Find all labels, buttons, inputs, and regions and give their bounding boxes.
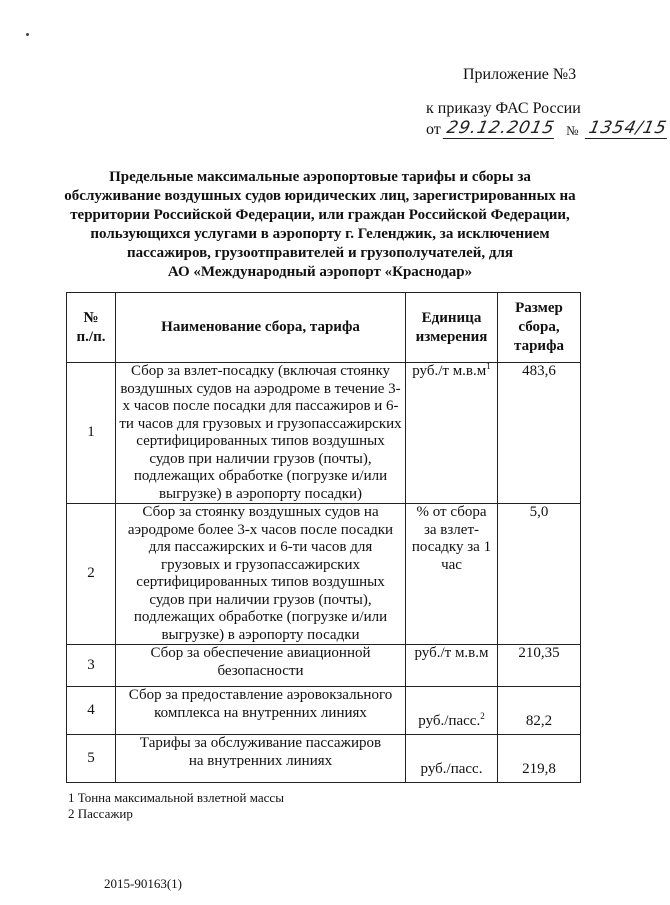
document-number: 2015-90163(1)	[104, 876, 182, 891]
row-unit: руб./пасс.	[406, 735, 498, 783]
row-number: 5	[67, 735, 116, 783]
order-prefix: от	[426, 121, 441, 138]
title-line: Предельные максимальные аэропортовые тарифы и сборы за	[109, 169, 531, 185]
row-value: 210,35	[498, 645, 581, 687]
row-unit: руб./пасс.$^2$	[406, 687, 498, 735]
title-line: АО «Международный аэропорт «Краснодар»	[167, 264, 473, 280]
appendix-label: Приложение №3	[463, 66, 577, 83]
title-line: обслуживание воздушных судов юридических лиц, зарегистрированных на	[64, 188, 576, 204]
table-row	[67, 363, 581, 504]
order-line	[426, 118, 668, 142]
scan-speck	[26, 33, 29, 36]
order-number-handwritten: 1354/15	[584, 118, 670, 139]
row-value: 82,2	[498, 687, 581, 735]
title-line: территории Российской Федерации, или граждан Российской Федерации,	[70, 207, 570, 223]
row-name: Сбор за стоянку воздушных судов на аэродроме более 3-х часов после посадки для пассажирских и 6-ти часов для грузовых и грузопассажирских сертифицированных типов воздушных судов при наличии грузов (почты), подлежащих обработке (погрузке и/или выгрузке) в аэропорту посадки	[116, 504, 406, 645]
footnotes	[68, 790, 284, 822]
row-name: Сбор за взлет-посадку (включая стоянку воздушных судов на аэродроме в течение 3- х часов после посадки для пассажиров и 6- ти часов для грузовых и грузопассажирских сертифицированных типов воздушных судов при наличии грузов (почты), подлежащих обработке (погрузке и/или выгрузке) в аэропорту посадки)	[116, 363, 406, 504]
row-name: Сбор за обеспечение авиационной безопасности	[116, 645, 406, 687]
row-number: 1	[67, 363, 116, 504]
row-unit: % от сбора за взлет- посадку за 1 час	[406, 504, 498, 645]
footnote-ref: 1	[486, 361, 491, 371]
title-line: пользующихся услугами в аэропорту г. Геленджик, за исключением	[90, 226, 550, 242]
document-title	[50, 168, 590, 282]
row-unit: руб./т $м.в.м^1$	[406, 363, 498, 504]
row-number: 2	[67, 504, 116, 645]
table-row	[67, 504, 581, 645]
footnote-2: 2 Пассажир	[68, 806, 133, 821]
tariffs-table	[66, 292, 581, 783]
footnote-1: 1 Тонна максимальной взлетной массы	[68, 790, 284, 805]
title-line: пассажиров, грузоотправителей и грузополучателей, для	[126, 245, 514, 261]
header-unit: Единица измерения	[406, 293, 498, 363]
header-name: Наименование сбора, тарифа	[116, 293, 406, 363]
row-number: 4	[67, 687, 116, 735]
header-num: № п./п.	[67, 293, 116, 363]
header-size: Размер сбора, тарифа	[498, 293, 581, 363]
table-row	[67, 735, 581, 783]
row-value: 219,8	[498, 735, 581, 783]
row-number: 3	[67, 645, 116, 687]
row-value: 483,6	[498, 363, 581, 504]
order-number-label: №	[566, 123, 579, 138]
order-date-handwritten: 29.12.2015	[443, 118, 559, 139]
row-name: Сбор за предоставление аэровокзального комплекса на внутренних линиях	[116, 687, 406, 735]
footnote-ref: 2	[480, 710, 485, 721]
order-reference: к приказу ФАС России	[426, 100, 581, 117]
row-unit: руб./т м.в.м	[406, 645, 498, 687]
table-row	[67, 645, 581, 687]
table-row	[67, 687, 581, 735]
row-name: Тарифы за обслуживание пассажиров на внутренних линиях	[116, 735, 406, 783]
table-header-row	[67, 293, 581, 363]
row-value: 5,0	[498, 504, 581, 645]
